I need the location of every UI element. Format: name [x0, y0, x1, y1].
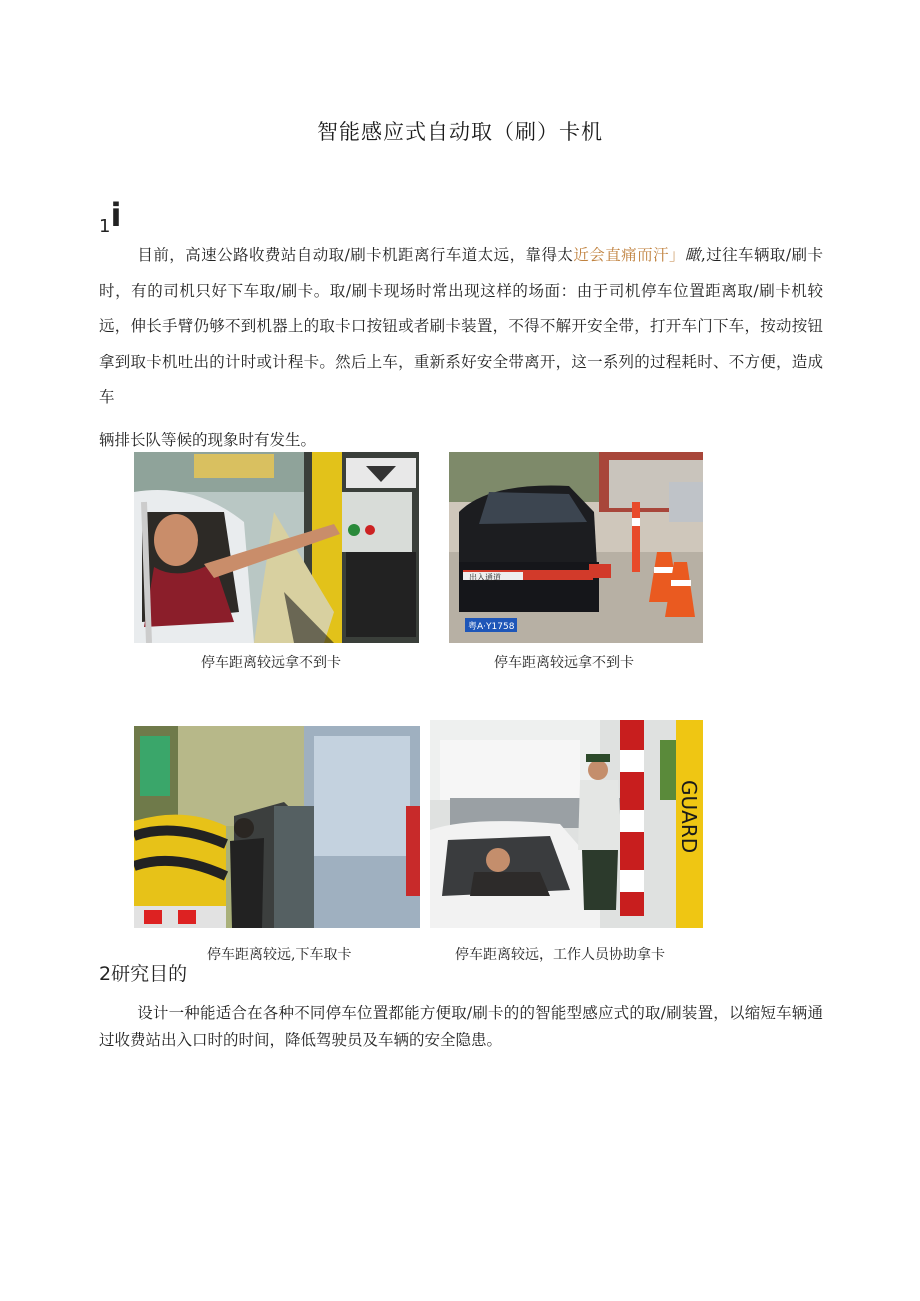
- section-2-heading: 2研究目的: [99, 963, 188, 985]
- section-1-number: 1: [99, 216, 111, 237]
- photo-caption-3: 停车距离较远,下车取卡: [207, 947, 352, 963]
- intro-text-b: ,过往车辆取/刷卡时，有的司机只好下车取/刷卡。取/刷卡现场时常出现这样的场面：由于司机停车位置距离取/刷卡机较远，伸长手臂仍够不到机器上的取卡口按钮或者刷卡装置，不得不解开安全带，打开车门下车，按动按钮拿到取卡机吐出的计时或计程卡。然后上车，重新系好安全带离开，这一系列的过程耗时、不方便，造成车: [99, 246, 823, 406]
- photo-caption-4: 停车距离较远，工作人员协助拿卡: [455, 947, 665, 963]
- photo-driver-reaching: [134, 452, 419, 643]
- photo-car-barrier: [449, 452, 703, 643]
- intro-text-italic: 瞰: [684, 246, 701, 264]
- purpose-paragraph: [99, 1000, 823, 1054]
- booth-sign-text: GUARD: [677, 780, 701, 854]
- photo-caption-2: 停车距离较远拿不到卡: [494, 655, 634, 671]
- intro-text-highlight: 近会直痛而汗」: [573, 246, 685, 264]
- photo-caption-1: 停车距离较远拿不到卡: [201, 655, 341, 671]
- document-title: 智能感应式自动取（刷）卡机: [317, 120, 603, 144]
- barrier-sign-text: 出入通道: [469, 573, 501, 582]
- intro-paragraph: [99, 238, 823, 416]
- section-1-heading: [99, 196, 121, 237]
- photo-driver-exiting: [134, 726, 420, 928]
- purpose-text: 设计一种能适合在各种不同停车位置都能方便取/刷卡的的智能型感应式的取/刷装置，以缩短车辆通过收费站出入口时的时间，降低驾驶员及车辆的安全隐患。: [99, 1004, 823, 1049]
- intro-text-a: 目前，高速公路收费站自动取/刷卡机距离行车道太远，靠得太: [137, 246, 574, 264]
- photo-staff-helping: [430, 720, 703, 928]
- intro-paragraph-continued: 辆排长队等候的现象时有发生。: [99, 431, 317, 449]
- section-1-title: i: [110, 196, 122, 234]
- license-plate: 粤A·Y1758: [468, 622, 515, 632]
